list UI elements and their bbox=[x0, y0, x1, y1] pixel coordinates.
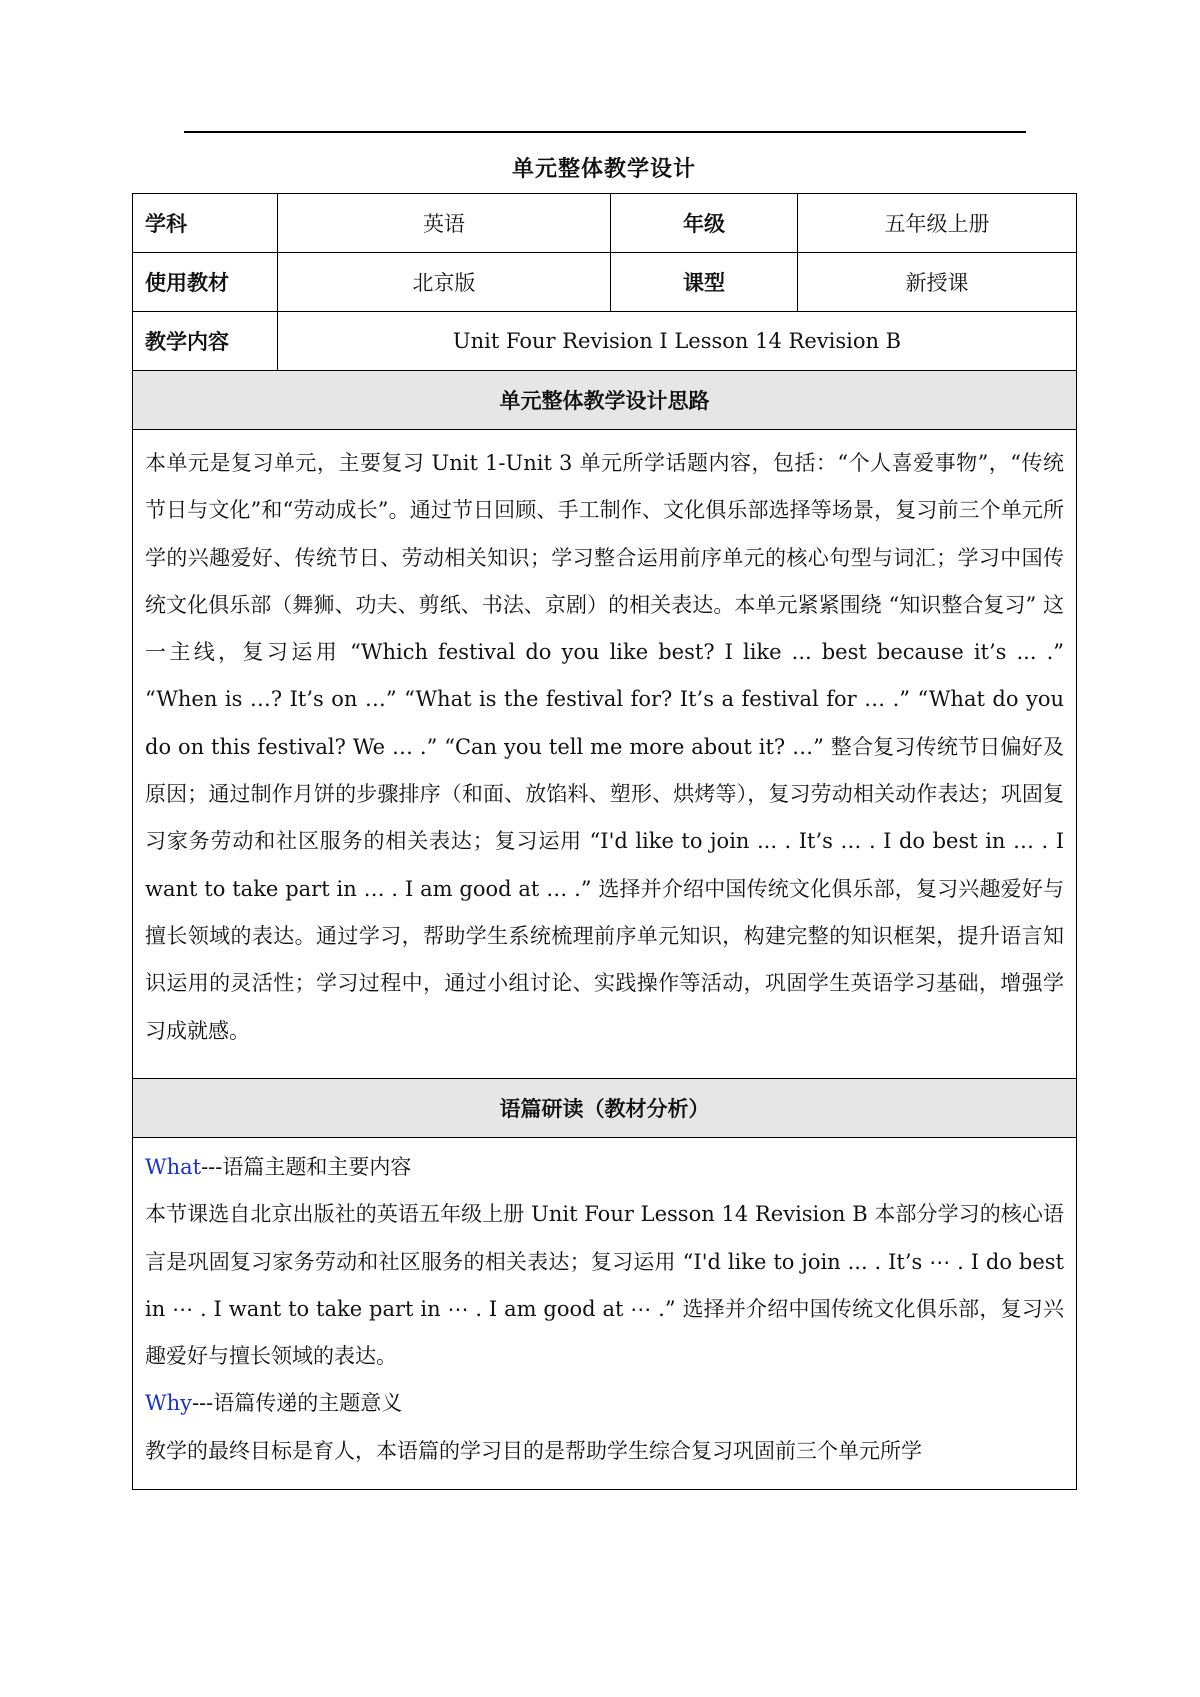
content-row bbox=[133, 312, 1077, 371]
textbook-row bbox=[133, 253, 1077, 312]
top-rule bbox=[184, 131, 1026, 133]
what-keyword: What bbox=[145, 1155, 202, 1179]
lesson-plan-table bbox=[132, 193, 1077, 1490]
grade-value: 五年级上册 bbox=[798, 194, 1077, 253]
design-section-body-row bbox=[133, 430, 1077, 1079]
textbook-value: 北京版 bbox=[278, 253, 611, 312]
lesson-type-value: 新授课 bbox=[798, 253, 1077, 312]
subject-label: 学科 bbox=[133, 194, 278, 253]
document-title: 单元整体教学设计 bbox=[511, 157, 696, 182]
subject-row bbox=[133, 194, 1077, 253]
design-section-body: 本单元是复习单元，主要复习 Unit 1-Unit 3 单元所学话题内容，包括：“个人喜爱事物”，“传统节日与文化”和“劳动成长”。通过节日回顾、手工制作、文化俱乐部选择等场景，复习前三个单元所学的兴趣爱好、传统节日、劳动相关知识；学习整合运用前序单元的核心句型与词汇；学习中国传统文化俱乐部（舞狮、功夫、剪纸、书法、京剧）的相关表达。本单元紧紧围绕 “知识整合复习” 这一主线，复习运用 “Which festival do you like best? I like ... best because it’s ... .” “When is …? It’s on …” “What is the festival for? It’s a festival for … .” “What do you do on this festival? We … .” “Can you tell me more about it? …” 整合复习传统节日偏好及原因；通过制作月饼的步骤排序（和面、放馅料、塑形、烘烤等），复习劳动相关动作表达；巩固复习家务劳动和社区服务的相关表达；复习运用 “I'd like to join ... . It’s … . I do best in … . I want to take part in … . I am good at … .” 选择并介绍中国传统文化俱乐部，复习兴趣爱好与擅长领域的表达。通过学习，帮助学生系统梳理前序单元知识，构建完整的知识框架，提升语言知识运用的灵活性；学习过程中，通过小组讨论、实践操作等活动，巩固学生英语学习基础，增强学习成就感。 bbox=[133, 430, 1077, 1079]
analysis-section-body-row bbox=[133, 1138, 1077, 1490]
content-label: 教学内容 bbox=[133, 312, 278, 371]
analysis-section-heading: 语篇研读（教材分析） bbox=[133, 1079, 1077, 1138]
grade-label: 年级 bbox=[611, 194, 798, 253]
lesson-type-label: 课型 bbox=[611, 253, 798, 312]
textbook-label: 使用教材 bbox=[133, 253, 278, 312]
what-title: ---语篇主题和主要内容 bbox=[201, 1155, 412, 1179]
content-value: Unit Four Revision I Lesson 14 Revision B bbox=[278, 312, 1077, 371]
why-keyword: Why bbox=[145, 1391, 192, 1416]
subject-value: 英语 bbox=[278, 194, 611, 253]
what-heading bbox=[145, 1144, 1064, 1191]
design-section-heading: 单元整体教学设计思路 bbox=[133, 371, 1077, 430]
analysis-section-header-row bbox=[133, 1079, 1077, 1138]
what-body: 本节课选自北京出版社的英语五年级上册 Unit Four Lesson 14 Revision B 本部分学习的核心语言是巩固复习家务劳动和社区服务的相关表达；复习运用 “I'd like to join ... . It’s ⋯ . I do best in ⋯ . I want to take part in ⋯ . I am good at ⋯ .” 选择并介绍中国传统文化俱乐部，复习兴趣爱好与擅长领域的表达。 bbox=[145, 1202, 1064, 1369]
design-section-header-row bbox=[133, 371, 1077, 430]
analysis-section-body bbox=[133, 1138, 1077, 1490]
why-body: 教学的最终目标是育人，本语篇的学习目的是帮助学生综合复习巩固前三个单元所学 bbox=[145, 1438, 922, 1463]
why-title: ---语篇传递的主题意义 bbox=[191, 1391, 403, 1416]
why-heading bbox=[145, 1380, 1064, 1427]
